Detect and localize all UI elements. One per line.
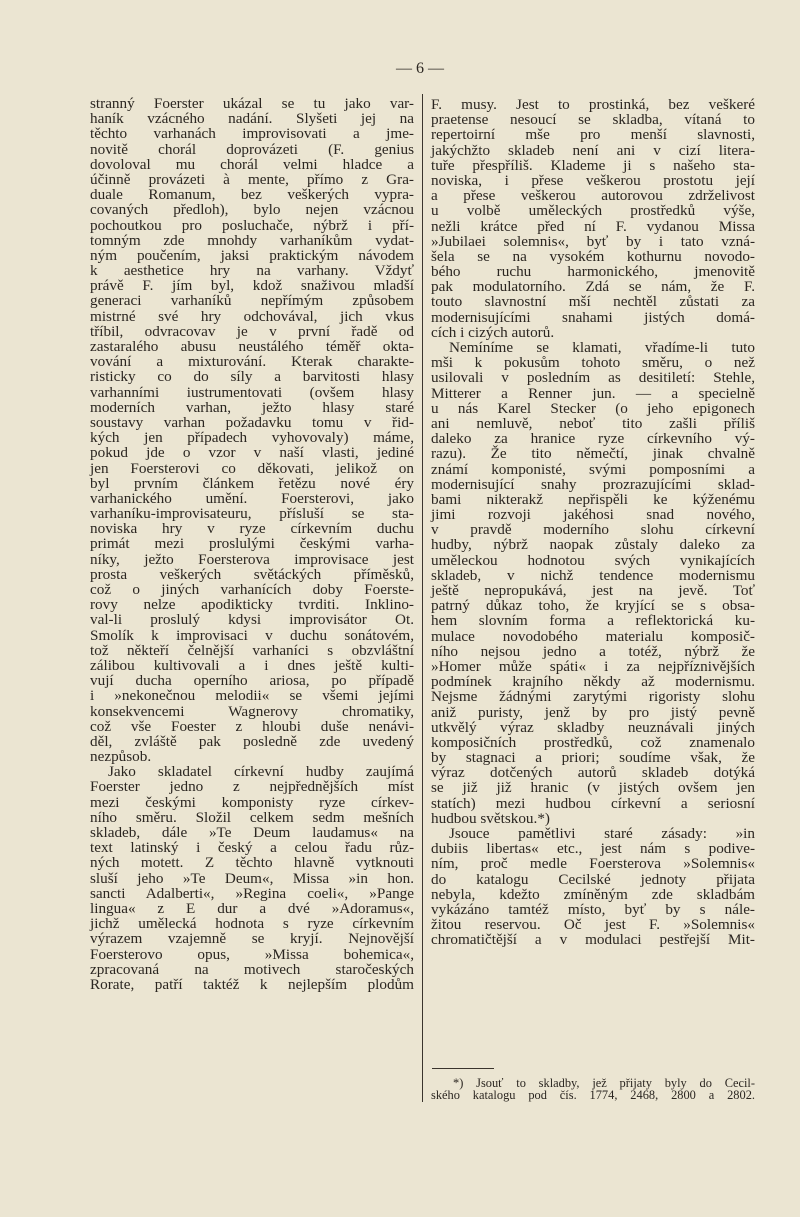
text-line: lingua« z E dur a dvé »Adoramus«, <box>90 899 414 917</box>
text-line: byl prvním článkem řetězu nové éry <box>90 474 414 492</box>
text-line: dubiis libertas« etc., jest nám s podive- <box>431 840 755 858</box>
paragraph <box>431 96 755 339</box>
text-line: výraz dotčených autorů skladeb dotýká <box>431 764 755 782</box>
text-line: nezpůsob. <box>90 748 152 766</box>
text-line: podmínek krajního někdy až modernismu. <box>431 673 755 691</box>
text-line: prosta veškerých světáckých příměsků, <box>90 565 414 583</box>
text-line: jakýchžto skladeb není ani v cizí litera- <box>431 141 755 159</box>
text-line: jimi rozvoji jakéhosi snad nového, <box>431 506 755 524</box>
text-line: tomným zde mnohdy varhaníkům vydat- <box>90 231 414 249</box>
text-line: chromatičtější a v modulaci pestřejší Mit- <box>431 931 755 949</box>
text-line: konsekvencemi Wagnerovy chromatiky, <box>90 702 414 720</box>
text-line: moderních varhan, ježto hlasy staré <box>90 398 414 416</box>
text-line: »Homer může spáti« i za nejpříznivějších <box>431 657 755 675</box>
text-line: jichž umělecká hodnota s ryze církevním <box>90 915 414 933</box>
text-line: touto slavnostní mší nechtěl zůstati za <box>431 293 755 311</box>
text-line: komposičních prostředků, což znamenalo <box>431 733 755 751</box>
text-line: Mitterer a Renner jun. — a specielně <box>431 384 755 402</box>
text-line: patrný důkaz toho, že kryjící se s obsa- <box>431 597 755 615</box>
text-line: ještě nepropukává, jest na jevě. Toť <box>431 582 755 599</box>
text-line: sancti Adalberti«, »Regina coeli«, »Pange <box>90 884 414 902</box>
text-line: noviska, i přese veškerou prostotu její <box>431 171 755 189</box>
text-line: repertoirní mše pro menší slavnosti, <box>431 126 755 144</box>
text-line: děl, zvláště pak posledně zde uvedený <box>90 732 414 750</box>
text-line: Jako skladatel církevní hudby zaujímá <box>108 763 414 781</box>
text-line: praetense nesoucí se skladba, vítaná to <box>431 111 755 129</box>
text-line: žitou reservou. Oč jest F. »Solemnis« <box>431 916 755 934</box>
text-line: mulace novodobého materialu komposič- <box>431 627 755 645</box>
text-line: mezi českými komponisty ryze církev- <box>90 793 414 811</box>
text-line: vování a mixturování. Kterak charakte- <box>90 353 414 371</box>
text-line: účinně provázeti à mente, přímo z Gra- <box>90 170 414 188</box>
paragraph <box>90 96 414 764</box>
text-line: tuře přespříliš. Klademe ji s našeho sta- <box>431 156 755 174</box>
text-line: vují ducha operního ariosa, po případě <box>90 672 414 690</box>
text-line: i »nekonečnou melodii« se všemi jejími <box>90 687 414 705</box>
text-line: šela se na vysokém kothurnu novodo- <box>431 247 755 265</box>
text-line: ným poučením, jaksi praktickým návodem <box>90 246 414 264</box>
text-line: skladeb, v nichž tendence modernismu <box>431 566 755 584</box>
text-line: ního nejsou jedno a totéž, nýbrž že <box>431 642 755 660</box>
text-line: u volbě uměleckých prostředků výše, <box>431 202 755 220</box>
text-line: Foerster jedno z nejpřednějších míst <box>90 778 414 796</box>
text-line: se již již hranic (v jistých ovšem jen <box>431 779 755 797</box>
text-line: val-li proslulý kdysi improvisátor Ot. <box>90 611 414 629</box>
text-line: ných motett. Z těchto hlavně vytknouti <box>90 854 414 872</box>
text-line: varhanického umění. Foersterovi, jako <box>90 489 414 507</box>
text-line: daleko za hranice ryze církevního vý- <box>431 430 755 448</box>
footnote-divider <box>432 1068 494 1069</box>
text-line: rovy nelze apodikticky tvrditi. Inklino- <box>90 596 414 614</box>
text-line: ního směru. Složil celkem sedm mešních <box>90 808 414 826</box>
text-line: covaných předloh), bylo nejen vzácnou <box>90 201 414 219</box>
text-line: risticky co do síly a barvitosti hlasy <box>90 368 414 386</box>
text-line: cích i cizých autorů. <box>431 323 555 341</box>
paragraph <box>90 764 414 992</box>
page-number: — 6 — <box>396 60 444 77</box>
text-line: k aesthetice hry na varhany. Vždyť <box>90 262 414 280</box>
text-line: jen Foersterovi co děkovati, jelikož on <box>90 459 414 477</box>
footnote-line: ského katalogu pod čís. 1774, 2468, 2800 a 2802. <box>431 1088 755 1103</box>
text-line: tož někteří čelnější varhaníci s obzvláštní <box>90 641 414 659</box>
text-line: zastaralého abusu neustálého téměř okta- <box>90 338 414 355</box>
text-line: haník vzácného nadání. Slyšeti jej na <box>90 110 414 128</box>
text-line: text latinský i český a celou řadu růz- <box>90 839 414 857</box>
text-line: mši k pokusům tohoto směru, o než <box>431 354 755 372</box>
text-line: nebyla, kdežto zmíněným zde skladbám <box>431 885 755 903</box>
footnote <box>431 1076 755 1101</box>
paragraph <box>431 339 755 825</box>
text-line: usilovali v posledním as desitiletí: Stehle, <box>431 369 755 387</box>
text-line: hudbou světskou.*) <box>431 809 550 827</box>
text-line: známí komponisté, svými pomposními a <box>431 460 755 478</box>
text-line: stranný Foerster ukázal se tu jako var- <box>90 95 414 112</box>
text-line: což o jiných varhanících doby Foerste- <box>90 581 414 598</box>
right-column <box>431 96 755 947</box>
text-line: Nemíníme se klamati, vřadíme-li tuto <box>449 339 755 356</box>
text-line: právě F. jím byl, kdož snaživou mladší <box>90 277 414 295</box>
text-line: u nás Karel Stecker (o jeho epigonech <box>431 399 755 417</box>
text-line: utkvělý výraz skladby neuznávali jiných <box>431 718 755 736</box>
text-line: do katalogu Cecilské jednoty přijata <box>431 870 755 888</box>
text-line: novitě chorál doprovázeti (F. genius <box>90 140 414 158</box>
text-line: mistrné své hry odchovával, jich vkus <box>90 307 414 325</box>
text-line: níky, ježto Foersterova improvisace jest <box>90 550 414 568</box>
text-line: těchto varhanách improvisovati a jme- <box>90 125 414 143</box>
text-line: bami nikterakž nepřispěli ke kýženému <box>431 490 755 508</box>
left-column <box>90 96 414 992</box>
text-line: pokud jde o vzor v naší vlasti, jediné <box>90 444 414 462</box>
text-line: statích) mezi hudbou církevní a seriosní <box>431 794 755 812</box>
text-line: hem slovním forma a reflektorická ku- <box>431 612 755 630</box>
footnote-line: *) Jsouť to skladby, jež přijaty byly do Cecil- <box>453 1076 755 1090</box>
text-line: sluší jeho »Te Deum«, Missa »in hon. <box>90 869 414 887</box>
text-line: varhanními iustrumentovati (ovšem hlasy <box>90 383 414 401</box>
text-line: varhaníku-improvisateuru, přísluší se sta- <box>90 505 414 523</box>
text-line: soustavy varhan požadavku tomu v řid- <box>90 413 414 431</box>
text-line: generaci varhaníků nepřímým způsobem <box>90 292 414 310</box>
text-line: vykázáno tamtéž místo, byť by s nále- <box>431 900 755 918</box>
text-line: by stagnaci a priori; soudíme však, že <box>431 749 755 767</box>
text-line: »Jubilaei solemnis«, byť by i tato vzná- <box>431 232 755 250</box>
text-line: což vše Foester z hloubi duše nenávi- <box>90 717 414 735</box>
column-divider <box>422 94 423 1102</box>
text-line: duale Romanum, bez veškerých vypra- <box>90 186 414 204</box>
text-line: kých jen případech vyhovovaly) máme, <box>90 429 414 447</box>
text-line: F. musy. Jest to prostinká, bez veškeré <box>431 96 755 113</box>
text-line: tříbil, odvracovav je v první řadě od <box>90 322 414 340</box>
text-line: skladeb, dále »Te Deum laudamus« na <box>90 824 414 841</box>
text-line: uměleckou hodnotou svých vynikajících <box>431 551 755 569</box>
text-line: a přese veškerou autorovou zdrželivost <box>431 187 755 205</box>
text-line: Jsouce pamětlivi staré zásady: »in <box>449 825 755 842</box>
text-line: aniž puristy, jenž by pro jistý pevně <box>431 703 755 721</box>
text-line: razu). Že tito němečtí, jinak chvalně <box>431 445 755 463</box>
text-line: dovoloval mu chorál velmi hladce a <box>90 155 414 173</box>
text-line: modernisující snahy prozrazujícími sklad- <box>431 475 755 493</box>
paragraph <box>431 825 755 947</box>
text-line: nežli krátce před ní F. vydanou Missa <box>431 217 755 235</box>
text-line: zpracovaná na motivech staročeských <box>90 960 414 978</box>
text-line: primát mezi proslulými českými varha- <box>90 535 414 553</box>
text-line: v pravdě moderního slohu církevní <box>431 521 755 539</box>
text-line: bého ruchu harmonického, jmenovitě <box>431 263 755 281</box>
text-line: Nejsme žádnými zarytými rigoristy slohu <box>431 688 755 706</box>
text-line: pak modulatorního. Zdá se nám, že F. <box>431 278 755 296</box>
text-line: ani nemluvě, neboť tito zašli příliš <box>431 414 755 432</box>
text-line: noviska hry v ryze církevním duchu <box>90 520 414 538</box>
text-line: modernisujícími snahami jistých domá- <box>431 308 755 326</box>
text-line: Foersterovo opus, »Missa bohemica«, <box>90 945 414 963</box>
text-line: pochoutkou pro posluchače, nýbrž i pří- <box>90 216 414 234</box>
text-line: Rorate, patří taktéž k nejlepším plodům <box>90 975 414 993</box>
text-line: zálibou kultivovali a i dnes ještě kulti- <box>90 656 414 674</box>
text-line: ním, proč medle Foersterova »Solemnis« <box>431 855 755 873</box>
text-line: Smolík k improvisaci v duchu sonátovém, <box>90 626 414 644</box>
text-line: hudby, nýbrž naopak zůstaly daleko za <box>431 536 755 554</box>
text-line: výrazem vzajemně se kryjí. Nejnovější <box>90 930 414 948</box>
